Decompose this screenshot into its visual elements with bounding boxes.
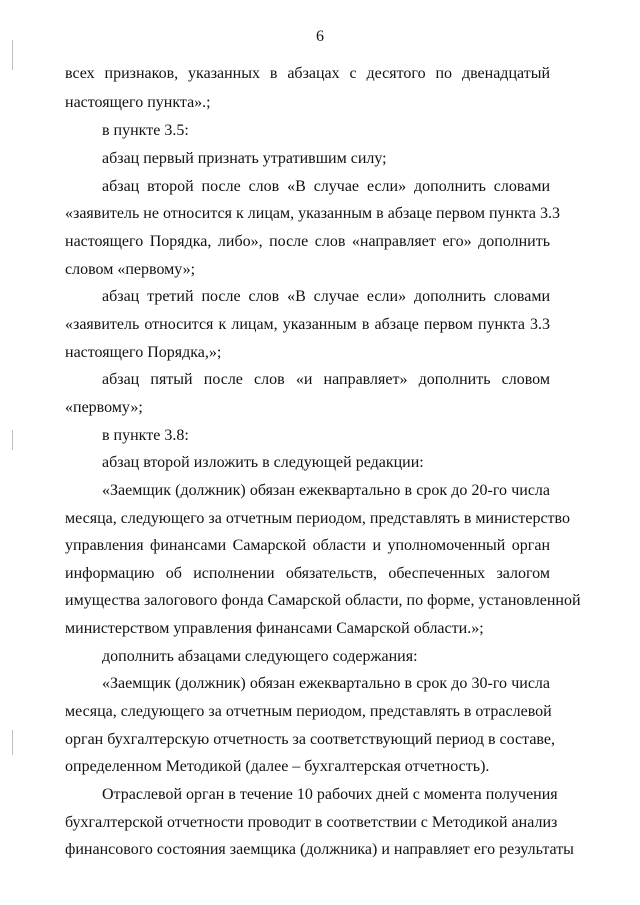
margin-mark [12, 430, 13, 450]
text-line: информацию об исполнении обязательств, обеспеченных залогом [65, 565, 550, 582]
text-line: абзац третий после слов «В случае если» дополнить словами [102, 288, 550, 305]
text-line: «Заемщик (должник) обязан ежеквартально в срок до 20-го числа [102, 482, 550, 499]
text-line: «заявитель не относится к лицам, указанным в абзаце первом пункта 3.3 [65, 205, 560, 222]
text-line: Отраслевой орган в течение 10 рабочих дней с момента получения [102, 786, 558, 803]
page-number: 6 [316, 28, 324, 45]
text-line: настоящего Порядка, либо», после слов «направляет его» дополнить [65, 233, 550, 250]
text-line: имущества залогового фонда Самарской области, по форме, установленной [65, 592, 581, 609]
text-line: «первому»; [65, 399, 143, 416]
margin-mark [12, 730, 13, 755]
text-line: бухгалтерской отчетности проводит в соответствии с Методикой анализ [65, 814, 558, 831]
text-line: дополнить абзацами следующего содержания: [102, 648, 418, 665]
text-line: настоящего Порядка,»; [65, 344, 222, 361]
text-line: орган бухгалтерскую отчетность за соответствующий период в составе, [65, 731, 555, 748]
text-line: абзац второй после слов «В случае если» дополнить словами [102, 178, 550, 195]
text-line: месяца, следующего за отчетным периодом, представлять в отраслевой [65, 703, 552, 720]
text-line: министерством управления финансами Самарской области.»; [65, 620, 484, 637]
text-line: «Заемщик (должник) обязан ежеквартально в срок до 30-го числа [102, 675, 550, 692]
text-line: абзац второй изложить в следующей редакции: [102, 454, 424, 471]
text-line: управления финансами Самарской области и уполномоченный орган [65, 537, 550, 554]
text-line: абзац пятый после слов «и направляет» дополнить словом [102, 371, 550, 388]
text-line: всех признаков, указанных в абзацах с десятого по двенадцатый [65, 65, 550, 82]
text-line: в пункте 3.5: [102, 122, 189, 139]
text-line: финансового состояния заемщика (должника) и направляет его результаты [65, 841, 574, 858]
text-line: словом «первому»; [65, 261, 196, 278]
text-line: настоящего пункта».; [65, 94, 211, 111]
text-line: «заявитель относится к лицам, указанным в абзаце первом пункта 3.3 [65, 316, 550, 333]
text-line: определенном Методикой (далее – бухгалтерская отчетность). [65, 758, 490, 775]
text-line: месяца, следующего за отчетным периодом, представлять в министерство [65, 510, 570, 527]
text-line: абзац первый признать утратившим силу; [102, 150, 387, 167]
text-line: в пункте 3.8: [102, 427, 189, 444]
